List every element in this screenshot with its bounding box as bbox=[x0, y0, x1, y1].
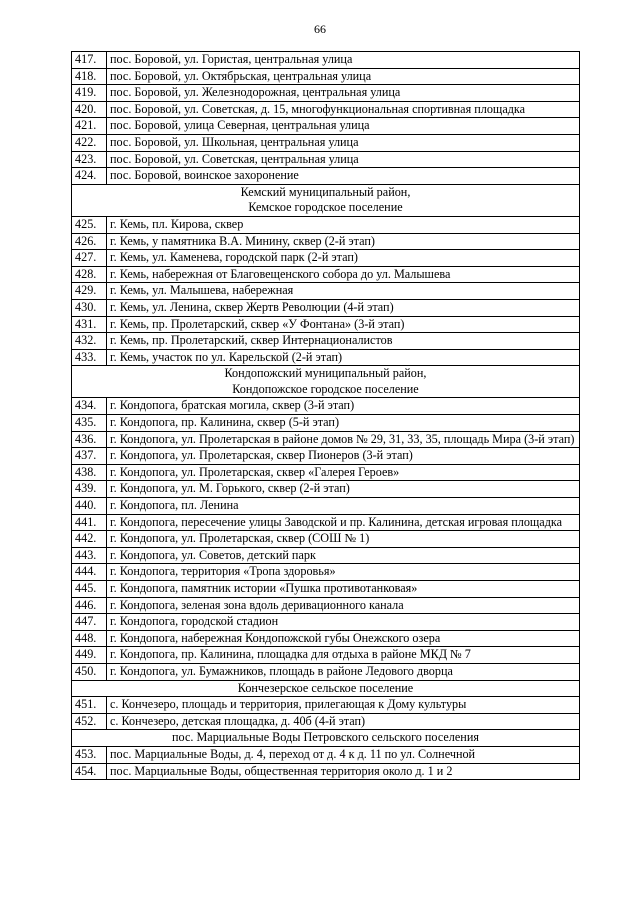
row-number: 421. bbox=[72, 118, 107, 135]
row-location: г. Кондопога, пл. Ленина bbox=[107, 498, 580, 515]
row-location: г. Кондопога, пересечение улицы Заводской и пр. Калинина, детская игровая площадка bbox=[107, 514, 580, 531]
row-number: 451. bbox=[72, 697, 107, 714]
row-number: 450. bbox=[72, 663, 107, 680]
row-number: 440. bbox=[72, 498, 107, 515]
table-row bbox=[72, 68, 580, 85]
row-number: 419. bbox=[72, 85, 107, 102]
row-location: пос. Боровой, улица Северная, центральная улица bbox=[107, 118, 580, 135]
table-row bbox=[72, 464, 580, 481]
table-row bbox=[72, 52, 580, 69]
section-header-row bbox=[72, 382, 580, 398]
table-row bbox=[72, 746, 580, 763]
row-number: 435. bbox=[72, 415, 107, 432]
table-row bbox=[72, 101, 580, 118]
row-number: 446. bbox=[72, 597, 107, 614]
table-row bbox=[72, 299, 580, 316]
section-header-row bbox=[72, 730, 580, 747]
row-location: г. Кондопога, ул. М. Горького, сквер (2-й этап) bbox=[107, 481, 580, 498]
row-number: 420. bbox=[72, 101, 107, 118]
row-number: 429. bbox=[72, 283, 107, 300]
row-location: г. Кемь, пл. Кирова, сквер bbox=[107, 216, 580, 233]
row-location: г. Кемь, ул. Каменева, городской парк (2-й этап) bbox=[107, 250, 580, 267]
row-number: 454. bbox=[72, 763, 107, 780]
section-header-row bbox=[72, 680, 580, 697]
table-row bbox=[72, 647, 580, 664]
row-number: 439. bbox=[72, 481, 107, 498]
row-number: 449. bbox=[72, 647, 107, 664]
table-row bbox=[72, 85, 580, 102]
table-row bbox=[72, 250, 580, 267]
table-row bbox=[72, 333, 580, 350]
table-row bbox=[72, 431, 580, 448]
row-location: пос. Боровой, ул. Советская, центральная улица bbox=[107, 151, 580, 168]
section-heading: пос. Марциальные Воды Петровского сельского поселения bbox=[72, 730, 580, 747]
row-location: г. Кондопога, памятник истории «Пушка противотанковая» bbox=[107, 581, 580, 598]
table-row bbox=[72, 216, 580, 233]
table-row bbox=[72, 283, 580, 300]
row-location: пос. Боровой, ул. Гористая, центральная улица bbox=[107, 52, 580, 69]
table-row bbox=[72, 151, 580, 168]
row-location: с. Кончезеро, детская площадка, д. 40б (4-й этап) bbox=[107, 713, 580, 730]
territory-list-table bbox=[71, 51, 580, 780]
table-row bbox=[72, 134, 580, 151]
row-number: 425. bbox=[72, 216, 107, 233]
row-location: г. Кемь, пр. Пролетарский, сквер «У Фонтана» (3-й этап) bbox=[107, 316, 580, 333]
row-number: 434. bbox=[72, 398, 107, 415]
section-heading: Кондопожский муниципальный район, bbox=[72, 366, 580, 382]
table-row bbox=[72, 547, 580, 564]
row-location: пос. Боровой, ул. Школьная, центральная улица bbox=[107, 134, 580, 151]
section-heading: Кемский муниципальный район, bbox=[72, 184, 580, 200]
row-number: 431. bbox=[72, 316, 107, 333]
row-location: г. Кондопога, пр. Калинина, сквер (5-й этап) bbox=[107, 415, 580, 432]
row-location: с. Кончезеро, площадь и территория, прилегающая к Дому культуры bbox=[107, 697, 580, 714]
row-location: г. Кемь, ул. Ленина, сквер Жертв Революции (4-й этап) bbox=[107, 299, 580, 316]
row-location: г. Кондопога, братская могила, сквер (3-й этап) bbox=[107, 398, 580, 415]
table-row bbox=[72, 168, 580, 185]
table-row bbox=[72, 564, 580, 581]
row-location: пос. Марциальные Воды, общественная территория около д. 1 и 2 bbox=[107, 763, 580, 780]
section-header-row bbox=[72, 200, 580, 216]
row-number: 453. bbox=[72, 746, 107, 763]
row-number: 430. bbox=[72, 299, 107, 316]
table-row bbox=[72, 415, 580, 432]
table-row bbox=[72, 514, 580, 531]
row-number: 442. bbox=[72, 531, 107, 548]
row-location: г. Кондопога, набережная Кондопожской губы Онежского озера bbox=[107, 630, 580, 647]
row-location: пос. Марциальные Воды, д. 4, переход от д. 4 к д. 11 по ул. Солнечной bbox=[107, 746, 580, 763]
row-location: г. Кондопога, ул. Пролетарская, сквер (СОШ № 1) bbox=[107, 531, 580, 548]
row-number: 445. bbox=[72, 581, 107, 598]
row-number: 432. bbox=[72, 333, 107, 350]
row-location: г. Кондопога, ул. Пролетарская, сквер «Галерея Героев» bbox=[107, 464, 580, 481]
row-number: 422. bbox=[72, 134, 107, 151]
page-number: 66 bbox=[314, 22, 326, 36]
row-number: 437. bbox=[72, 448, 107, 465]
row-number: 438. bbox=[72, 464, 107, 481]
row-location: пос. Боровой, воинское захоронение bbox=[107, 168, 580, 185]
row-number: 444. bbox=[72, 564, 107, 581]
row-number: 424. bbox=[72, 168, 107, 185]
row-number: 452. bbox=[72, 713, 107, 730]
table-row bbox=[72, 581, 580, 598]
row-location: г. Кондопога, зеленая зона вдоль деривационного канала bbox=[107, 597, 580, 614]
row-number: 426. bbox=[72, 233, 107, 250]
section-heading: Кемское городское поселение bbox=[72, 200, 580, 216]
row-location: г. Кондопога, ул. Советов, детский парк bbox=[107, 547, 580, 564]
table-row bbox=[72, 349, 580, 366]
table-row bbox=[72, 614, 580, 631]
row-number: 447. bbox=[72, 614, 107, 631]
table-row bbox=[72, 448, 580, 465]
row-location: пос. Боровой, ул. Октябрьская, центральная улица bbox=[107, 68, 580, 85]
table-row bbox=[72, 316, 580, 333]
table-row bbox=[72, 531, 580, 548]
row-number: 441. bbox=[72, 514, 107, 531]
table-row bbox=[72, 266, 580, 283]
row-number: 417. bbox=[72, 52, 107, 69]
table-row bbox=[72, 663, 580, 680]
row-location: г. Кемь, набережная от Благовещенского собора до ул. Малышева bbox=[107, 266, 580, 283]
row-location: г. Кондопога, городской стадион bbox=[107, 614, 580, 631]
row-location: г. Кондопога, ул. Бумажников, площадь в районе Ледового дворца bbox=[107, 663, 580, 680]
table-row bbox=[72, 597, 580, 614]
table-row bbox=[72, 118, 580, 135]
table-row bbox=[72, 233, 580, 250]
table-row bbox=[72, 481, 580, 498]
table-row bbox=[72, 713, 580, 730]
section-heading: Кондопожское городское поселение bbox=[72, 382, 580, 398]
row-number: 423. bbox=[72, 151, 107, 168]
row-number: 428. bbox=[72, 266, 107, 283]
row-number: 448. bbox=[72, 630, 107, 647]
table-row bbox=[72, 398, 580, 415]
row-location: г. Кемь, участок по ул. Карельской (2-й этап) bbox=[107, 349, 580, 366]
row-number: 436. bbox=[72, 431, 107, 448]
table-row bbox=[72, 630, 580, 647]
row-location: пос. Боровой, ул. Железнодорожная, центральная улица bbox=[107, 85, 580, 102]
row-location: г. Кондопога, территория «Тропа здоровья» bbox=[107, 564, 580, 581]
table-row bbox=[72, 498, 580, 515]
table-row bbox=[72, 763, 580, 780]
row-location: г. Кемь, пр. Пролетарский, сквер Интернационалистов bbox=[107, 333, 580, 350]
section-header-row bbox=[72, 184, 580, 200]
row-location: г. Кондопога, пр. Калинина, площадка для отдыха в районе МКД № 7 bbox=[107, 647, 580, 664]
row-number: 418. bbox=[72, 68, 107, 85]
row-location: г. Кемь, у памятника В.А. Минину, сквер (2-й этап) bbox=[107, 233, 580, 250]
table-row bbox=[72, 697, 580, 714]
section-header-row bbox=[72, 366, 580, 382]
row-number: 433. bbox=[72, 349, 107, 366]
row-location: г. Кемь, ул. Малышева, набережная bbox=[107, 283, 580, 300]
section-heading: Кончезерское сельское поселение bbox=[72, 680, 580, 697]
row-location: пос. Боровой, ул. Советская, д. 15, многофункциональная спортивная площадка bbox=[107, 101, 580, 118]
row-number: 427. bbox=[72, 250, 107, 267]
row-location: г. Кондопога, ул. Пролетарская в районе домов № 29, 31, 33, 35, площадь Мира (3-й этап) bbox=[107, 431, 580, 448]
table-body bbox=[72, 52, 580, 780]
row-number: 443. bbox=[72, 547, 107, 564]
row-location: г. Кондопога, ул. Пролетарская, сквер Пионеров (3-й этап) bbox=[107, 448, 580, 465]
